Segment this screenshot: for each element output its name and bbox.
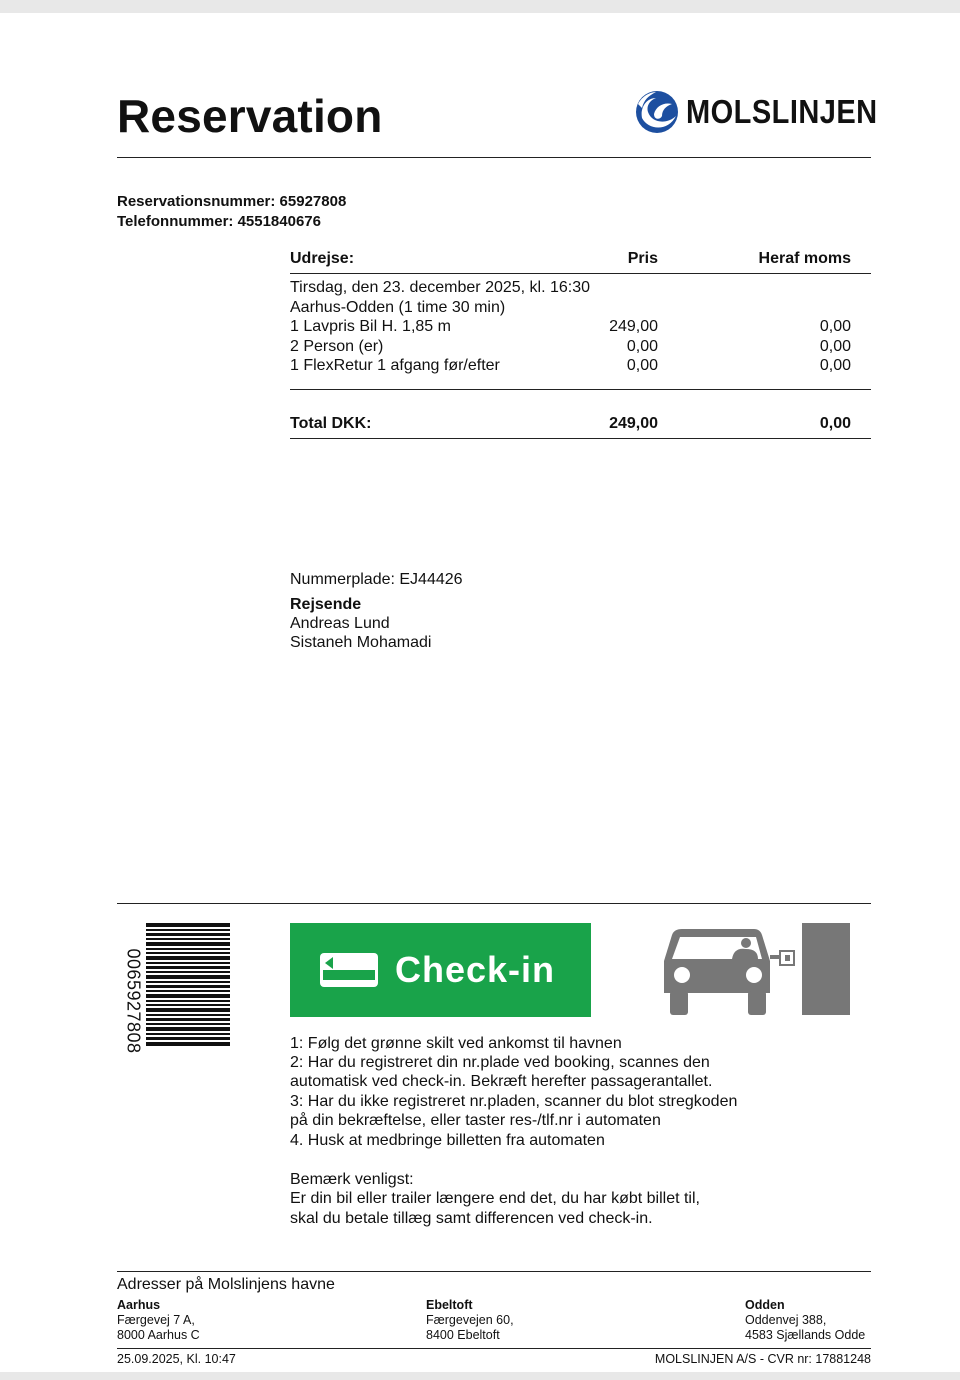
total-row xyxy=(290,415,871,435)
port-city: 8400 Ebeltoft xyxy=(426,1328,500,1342)
table-row xyxy=(290,357,871,377)
item-vat: 0,00 xyxy=(819,318,851,335)
reservation-number: Reservationsnummer: 65927808 xyxy=(117,193,347,210)
license-plate: Nummerplade: EJ44426 xyxy=(290,571,463,588)
port-name: Ebeltoft xyxy=(426,1298,473,1312)
header-departure: Udrejse: xyxy=(290,250,355,267)
checkin-divider xyxy=(117,903,871,904)
port-street: Oddenvej 388, xyxy=(745,1313,827,1327)
item-price: 249,00 xyxy=(609,318,658,335)
item-price: 0,00 xyxy=(626,338,658,355)
note-heading: Bemærk venligst: xyxy=(290,1171,414,1188)
instruction-line: 1: Følg det grønne skilt ved ankomst til havnen xyxy=(290,1035,622,1052)
route-line xyxy=(290,299,871,319)
barcode-number xyxy=(121,945,145,1057)
page-title: Reservation xyxy=(117,90,383,142)
instruction-line: 4. Husk at medbringe billetten fra automaten xyxy=(290,1132,605,1149)
port-city: 8000 Aarhus C xyxy=(117,1328,200,1342)
footer-bottom-divider xyxy=(117,1348,871,1349)
port-name: Aarhus xyxy=(117,1298,161,1312)
item-price: 0,00 xyxy=(626,357,658,374)
checkin-card-icon xyxy=(319,952,379,988)
item-label: 1 Lavpris Bil H. 1,85 m xyxy=(290,318,451,335)
table-header-divider xyxy=(290,273,871,274)
table-header-row xyxy=(290,250,871,270)
traveler-name: Sistaneh Mohamadi xyxy=(290,634,432,651)
instruction-line: automatisk ved check-in. Bekræft herefter passagerantallet. xyxy=(290,1073,713,1090)
port-street: Færgevej 7 A, xyxy=(117,1313,195,1327)
brand-name: MOLSLINJEN xyxy=(686,93,878,130)
port-name: Odden xyxy=(745,1298,785,1312)
header-price: Pris xyxy=(627,250,658,267)
car-at-checkin-icon xyxy=(662,921,852,1017)
table-row xyxy=(290,338,871,358)
traveler-name: Andreas Lund xyxy=(290,615,390,632)
port-address-ebeltoft xyxy=(426,1298,514,1343)
departure-line xyxy=(290,279,871,299)
item-vat: 0,00 xyxy=(819,357,851,374)
instruction-line: 2: Har du registreret din nr.plade ved booking, scannes den xyxy=(290,1054,710,1071)
checkin-sign xyxy=(290,923,591,1017)
port-street: Færgevejen 60, xyxy=(426,1313,514,1327)
item-vat: 0,00 xyxy=(819,338,851,355)
table-row xyxy=(290,318,871,338)
print-timestamp: 25.09.2025, Kl. 10:47 xyxy=(117,1352,236,1366)
footer-divider xyxy=(117,1271,871,1272)
company-info: MOLSLINJEN A/S - CVR nr: 17881248 xyxy=(654,1352,871,1366)
item-label: 1 FlexRetur 1 afgang før/efter xyxy=(290,357,500,374)
header-divider xyxy=(117,157,871,158)
total-vat: 0,00 xyxy=(819,415,851,432)
molslinjen-logo-icon xyxy=(634,90,680,134)
reservation-page xyxy=(0,13,960,1372)
total-price: 249,00 xyxy=(609,415,658,432)
item-label: 2 Person (er) xyxy=(290,338,384,355)
instruction-line: på din bekræftelse, eller taster res-/tlf.nr i automaten xyxy=(290,1112,661,1129)
total-divider xyxy=(290,438,871,439)
instruction-line: 3: Har du ikke registreret nr.pladen, scanner du blot stregkoden xyxy=(290,1093,738,1110)
table-body-divider xyxy=(290,389,871,390)
header-vat: Heraf moms xyxy=(758,250,851,267)
travelers-heading: Rejsende xyxy=(290,596,362,613)
total-label: Total DKK: xyxy=(290,415,372,432)
note-line: skal du betale tillæg samt differencen ved check-in. xyxy=(290,1210,653,1227)
footer-title: Adresser på Molslinjens havne xyxy=(117,1276,335,1293)
checkin-label: Check-in xyxy=(395,949,556,990)
departure-datetime: Tirsdag, den 23. december 2025, kl. 16:30 xyxy=(290,279,591,296)
note-line: Er din bil eller trailer længere end det, du har købt billet til, xyxy=(290,1190,700,1207)
phone-number: Telefonnummer: 4551840676 xyxy=(117,213,321,230)
port-city: 4583 Sjællands Odde xyxy=(745,1328,866,1342)
port-address-odden xyxy=(745,1298,865,1343)
brand-logo xyxy=(634,90,904,134)
port-address-aarhus xyxy=(117,1298,200,1343)
barcode xyxy=(146,923,230,1047)
route: Aarhus-Odden (1 time 30 min) xyxy=(290,299,506,316)
barcode-number-text: 0065927808 xyxy=(123,948,144,1054)
